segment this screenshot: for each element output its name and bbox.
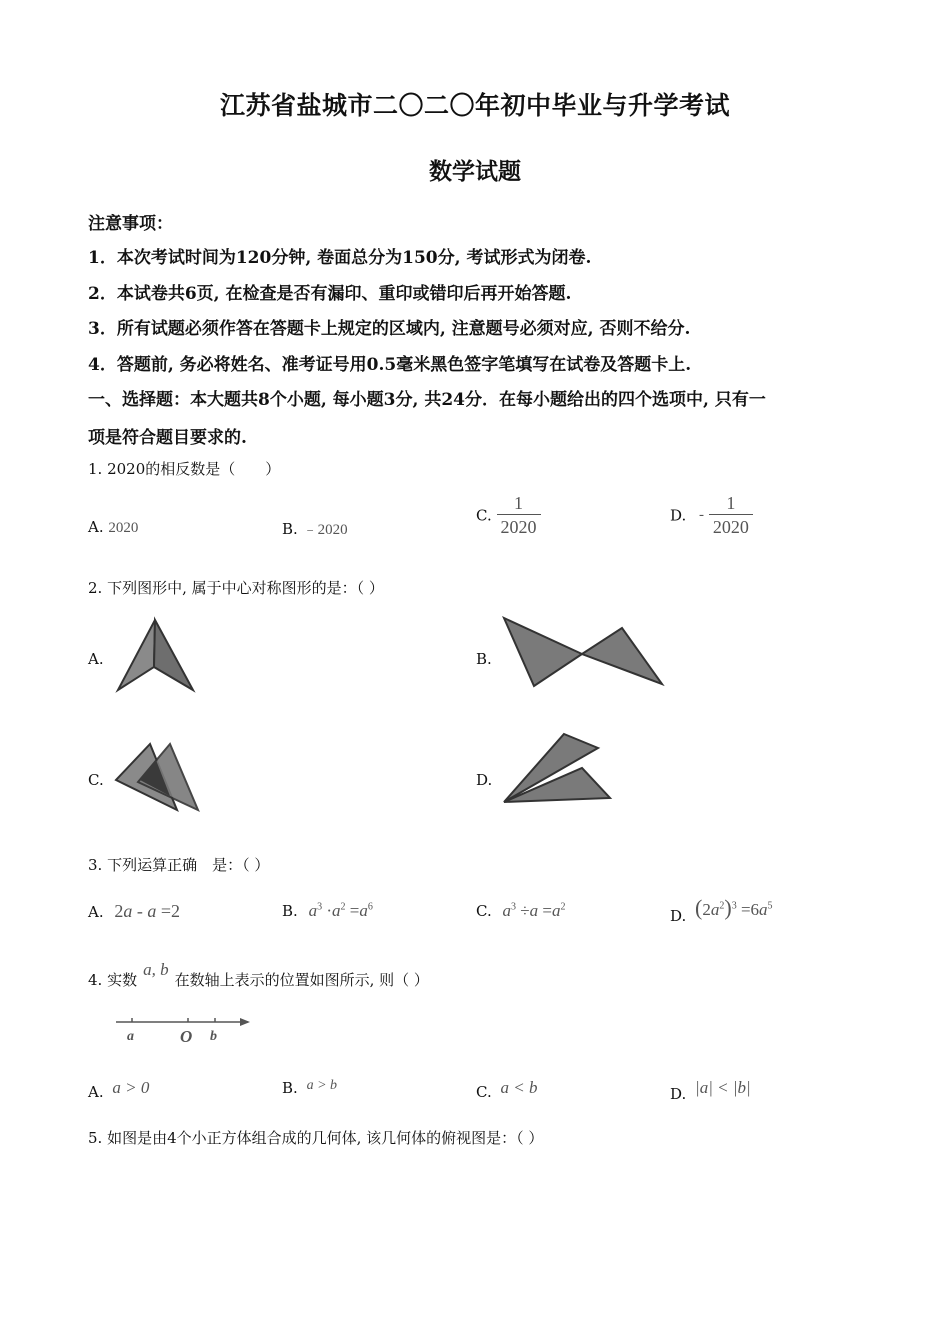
q1-c-numerator: 1 [514, 493, 523, 513]
q4-option-a[interactable] [88, 1078, 149, 1101]
number-line-arrow [240, 1018, 250, 1026]
q1-a-text: 2020 [108, 520, 139, 536]
q1-option-d[interactable] [670, 492, 753, 539]
q2-a-right-blade [154, 620, 193, 690]
q5-stem: 5. 如图是由4个小正方体组合成的几何体, 该几何体的俯视图是：（ ） [88, 1129, 544, 1147]
exam-title: 江苏省盐城市二〇二〇年初中毕业与升学考试 [219, 91, 730, 120]
note-item-3: 3．所有试题必须作答在答题卡上规定的区域内, 注意题号必须对应, 否则不给分. [88, 319, 691, 339]
q4-c-text: a < b [500, 1078, 538, 1097]
q2-figure-c [112, 738, 207, 816]
q2-stem: 2. 下列图形中, 属于中心对称图形的是：（ ） [88, 579, 384, 597]
q2-figure-b [498, 612, 668, 692]
q1-c-label: C. [476, 506, 492, 525]
q4-b-label: B. [282, 1079, 298, 1097]
q4-a-label: A. [88, 1083, 104, 1101]
q2-b-right-triangle [582, 628, 662, 684]
q2-figure-a [110, 615, 200, 695]
q1-d-fraction [709, 492, 753, 539]
q3-a-label: A. [88, 903, 104, 921]
q3-option-a[interactable] [88, 901, 180, 922]
q1-b-label: B. [282, 520, 298, 538]
note-item-2: 2．本试卷共6页, 在检查是否有漏印、重印或错印后再开始答题. [88, 284, 572, 304]
q3-b-expression: $a^3 \cdot a^2 =a^6$ [308, 901, 373, 920]
exam-subtitle: 数学试题 [429, 158, 521, 185]
section-heading-line2: 项是符合题目要求的. [88, 428, 247, 448]
q4-d-label: D. [670, 1085, 687, 1103]
notes-heading: 注意事项： [88, 214, 173, 234]
q4-b-text: a > b [306, 1078, 338, 1093]
q3-d-expression: $(2a^2)^3 =6a^5$ [695, 895, 773, 920]
q1-option-a[interactable] [88, 518, 138, 537]
q3-a-expression: 2a - a =2 [114, 901, 181, 921]
q2-a-label[interactable]: A. [88, 650, 104, 668]
q4-d-text: |a| < |b| [695, 1078, 751, 1097]
q1-option-b[interactable] [282, 518, 348, 539]
q2-a-left-blade [118, 620, 155, 690]
q1-d-denominator: 2020 [709, 514, 753, 539]
q4-stem-post: 在数轴上表示的位置如图所示, 则（ ） [174, 971, 429, 989]
axis-label-b: b [210, 1029, 217, 1044]
q2-b-left-triangle [504, 618, 582, 686]
q3-option-b[interactable] [282, 901, 373, 921]
q4-number-line [112, 1010, 262, 1050]
q3-d-label: D. [670, 907, 687, 925]
q3-stem: 3. 下列运算正确 是：（ ） [88, 856, 270, 874]
q3-b-label: B. [282, 902, 298, 920]
q3-c-expression: $a^3 \div a =a^2$ [502, 901, 566, 920]
note-item-1: 1．本次考试时间为120分钟, 卷面总分为150分, 考试形式为闭卷. [88, 248, 592, 268]
q1-b-text: ﹣2020 [302, 522, 348, 538]
axis-label-o: O [180, 1027, 193, 1046]
q4-stem-pre: 4. 实数 [88, 971, 138, 989]
axis-label-a: a [127, 1029, 134, 1044]
q1-stem: 1. 2020的相反数是（ ） [88, 460, 281, 478]
q4-option-b[interactable] [282, 1078, 337, 1097]
q1-option-c[interactable] [476, 492, 541, 539]
q4-option-c[interactable] [476, 1078, 537, 1101]
q2-c-label[interactable]: C. [88, 771, 104, 789]
q1-a-label: A. [88, 518, 104, 536]
q3-option-c[interactable] [476, 901, 565, 921]
section-heading-line1: 一、选择题：本大题共8个小题, 每小题3分, 共24分．在每小题给出的四个选项中, 只有一 [88, 390, 766, 410]
q4-a-text: a > 0 [112, 1078, 150, 1097]
q4-option-d[interactable] [670, 1078, 751, 1103]
note-item-4: 4．答题前, 务必将姓名、准考证号用0.5毫米黑色签字笔填写在试卷及答题卡上. [88, 355, 692, 375]
q3-option-d[interactable] [670, 895, 773, 925]
q1-c-denominator: 2020 [497, 514, 541, 539]
q1-d-sign: - [699, 507, 705, 523]
q2-figure-d [498, 728, 618, 808]
q4-stem [88, 960, 429, 990]
q4-stem-vars: a, b [143, 960, 169, 979]
q2-d-label[interactable]: D. [476, 771, 493, 789]
q3-c-label: C. [476, 902, 492, 920]
q1-d-numerator: 1 [726, 493, 736, 513]
q1-c-fraction [497, 492, 541, 539]
q2-b-label[interactable]: B. [476, 650, 492, 668]
q4-c-label: C. [476, 1083, 492, 1101]
q1-d-label: D. [670, 506, 687, 525]
